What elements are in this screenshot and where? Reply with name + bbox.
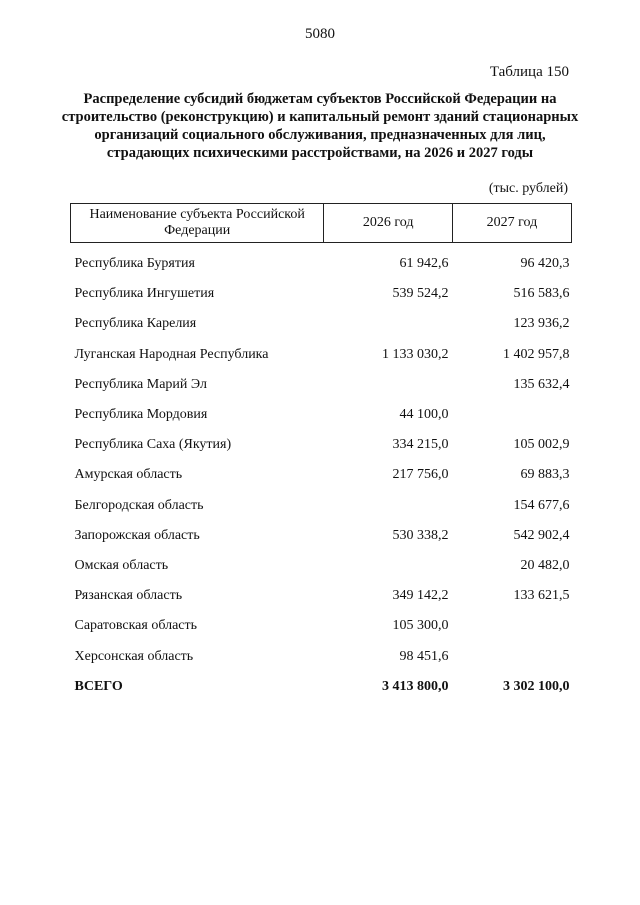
row-value-2026: 334 215,0 <box>392 437 449 453</box>
subsidy-table <box>70 203 572 702</box>
table-row <box>71 581 572 611</box>
row-value-2026: 98 451,6 <box>399 648 449 664</box>
table-row <box>71 309 572 339</box>
row-subject-name: Саратовская область <box>74 618 198 634</box>
row-subject-name: Республика Бурятия <box>74 256 195 272</box>
row-value-2027: 20 482,0 <box>520 557 570 573</box>
header-subject-name: Наименование субъекта Российской Федерации <box>71 204 324 243</box>
row-value-2027 <box>452 611 571 641</box>
header-year-2026: 2026 год <box>324 204 453 243</box>
row-value-2027: 154 677,6 <box>513 497 570 513</box>
row-value-2026 <box>324 370 453 400</box>
table-row <box>71 491 572 521</box>
row-value-2026: 349 142,2 <box>392 588 449 604</box>
row-value-2027: 542 902,4 <box>513 527 570 543</box>
row-value-2026: 539 524,2 <box>392 286 449 302</box>
row-value-2027: 123 936,2 <box>513 316 570 332</box>
table-title: Распределение субсидий бюджетам субъектов Российской Федерации на строительство (реконструкцию) и капитальный ремонт зданий стационарных организаций социального обслуживания, предназначенных для лиц, страдающих психическими расстройствами, на 2026 и 2027 годы <box>61 91 579 161</box>
row-subject-name: Республика Марий Эл <box>74 376 207 392</box>
row-value-2026: 530 338,2 <box>392 527 449 543</box>
row-value-2027: 133 621,5 <box>513 588 570 604</box>
row-subject-name: Луганская Народная Республика <box>74 346 269 362</box>
table-row <box>71 430 572 460</box>
page-number: 5080 <box>305 26 335 42</box>
table-row <box>71 641 572 671</box>
row-value-2026 <box>324 491 453 521</box>
row-value-2027: 96 420,3 <box>520 256 570 272</box>
table-row <box>71 243 572 280</box>
row-subject-name: Белгородская область <box>74 497 204 513</box>
table-row <box>71 400 572 430</box>
row-subject-name: Республика Мордовия <box>74 407 208 423</box>
row-value-2027: 1 402 957,8 <box>503 346 570 362</box>
units-label: (тыс. рублей) <box>488 181 568 196</box>
table-header-row <box>71 204 572 243</box>
row-subject-name: Республика Ингушетия <box>74 286 215 302</box>
row-value-2027: 135 632,4 <box>513 376 570 392</box>
table-number: Таблица 150 <box>489 64 569 80</box>
row-subject-name: Республика Карелия <box>74 316 197 332</box>
row-value-2026: 105 300,0 <box>392 618 449 634</box>
table-row <box>71 611 572 641</box>
row-subject-name: Амурская область <box>74 467 183 483</box>
table-row <box>71 460 572 490</box>
row-value-2026: 217 756,0 <box>392 467 449 483</box>
row-value-2026: 61 942,6 <box>399 256 449 272</box>
total-value-2027: 3 302 100,0 <box>503 678 570 694</box>
row-value-2026 <box>324 551 453 581</box>
row-value-2027: 516 583,6 <box>513 286 570 302</box>
table-row <box>71 340 572 370</box>
row-value-2026: 44 100,0 <box>399 407 449 423</box>
total-row <box>71 672 572 702</box>
row-value-2027 <box>452 641 571 671</box>
header-year-2027: 2027 год <box>452 204 571 243</box>
row-value-2027: 69 883,3 <box>520 467 570 483</box>
table-row <box>71 370 572 400</box>
row-value-2027: 105 002,9 <box>513 437 570 453</box>
row-subject-name: Херсонская область <box>74 648 194 664</box>
row-subject-name: Республика Саха (Якутия) <box>74 437 232 453</box>
row-subject-name: Омская область <box>74 557 169 573</box>
table-row <box>71 521 572 551</box>
row-value-2027 <box>452 400 571 430</box>
table-row <box>71 279 572 309</box>
row-subject-name: Запорожская область <box>74 527 200 543</box>
total-value-2026: 3 413 800,0 <box>381 678 449 694</box>
row-value-2026 <box>324 309 453 339</box>
table-row <box>71 551 572 581</box>
row-value-2026: 1 133 030,2 <box>381 346 449 362</box>
row-subject-name: Рязанская область <box>74 588 183 604</box>
total-label: ВСЕГО <box>74 678 123 694</box>
